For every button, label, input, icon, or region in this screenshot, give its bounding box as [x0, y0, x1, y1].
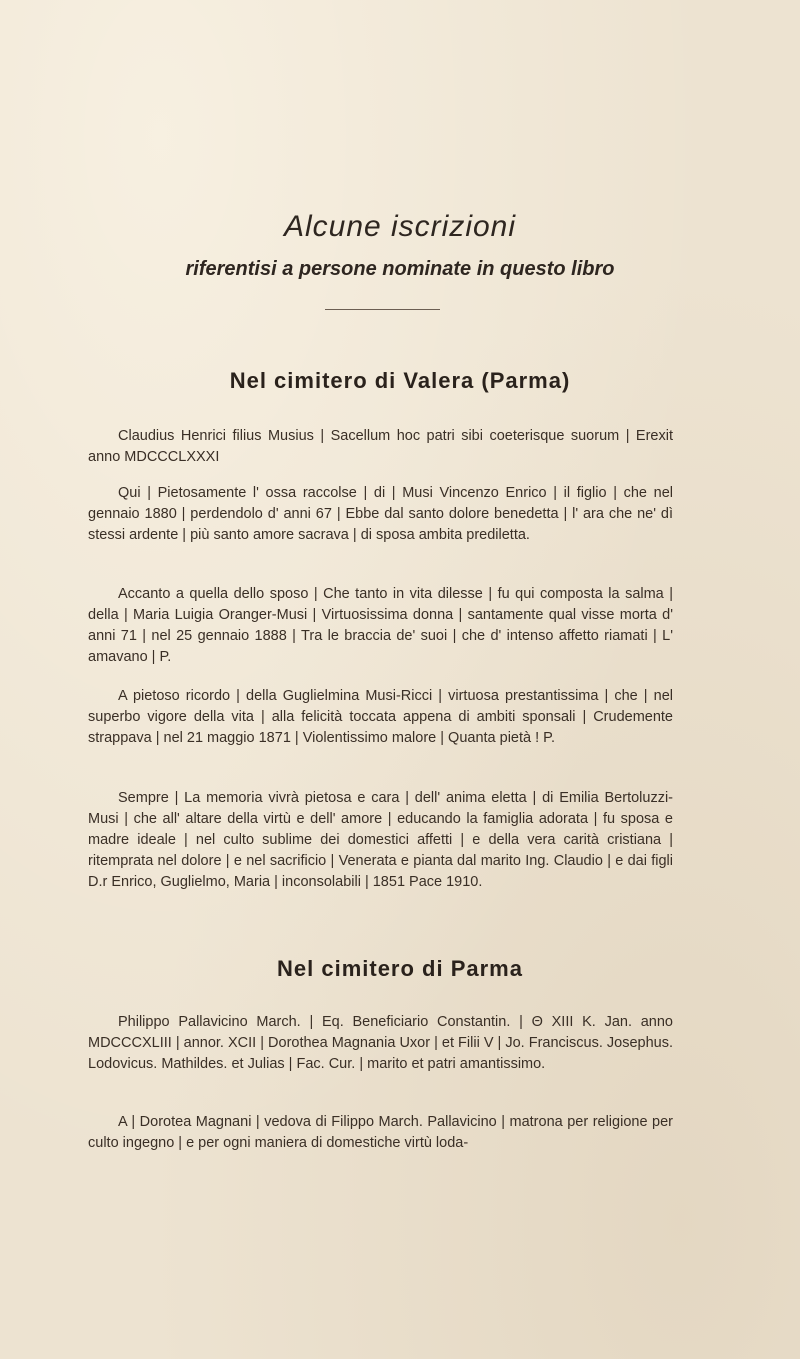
- inscription-paragraph: Accanto a quella dello sposo | Che tanto in vita dilesse | fu qui composta la salma | della | Maria Luigia Oranger-Musi | Virtuosissima donna | santamente qual visse morta d' anni 71 | nel 25 gennaio 1888 | Tra le braccia de' suoi | che d' intenso affetto riamati | L' amavano | P.: [88, 586, 673, 665]
- inscription-paragraph: Philippo Pallavicino March. | Eq. Beneficiario Constantin. | Θ XIII K. Jan. anno MDCCCXLIII | annor. XCII | Dorothea Magnania Uxor | et Filii V | Jo. Franciscus. Josephus. Lodovicus. Mathildes. et Julias | Fac. Cur. | marito et patri amantissimo.: [88, 1014, 673, 1072]
- inscription-paragraph: A | Dorotea Magnani | vedova di Filippo March. Pallavicino | matrona per religione per culto ingegno | e per ogni maniera di domestiche virtù loda-: [88, 1114, 673, 1151]
- inscription-paragraph: A pietoso ricordo | della Guglielmina Musi-Ricci | virtuosa prestantissima | che | nel superbo vigore della vita | alla felicità toccata appena di ambiti sponsali | Crudemente strappava | nel 21 maggio 1871 | Violentissimo malore | Quanta pietà ! P.: [88, 688, 673, 746]
- inscription-paragraph: Qui | Pietosamente l' ossa raccolse | di | Musi Vincenzo Enrico | il figlio | che nel gennaio 1880 | perdendolo d' anni 67 | Ebbe dal santo dolore benedetta | l' ara che ne' dì stessi ardente | più santo amore sacrava | di sposa ambita prediletta.: [88, 485, 673, 543]
- section-heading-parma: Nel cimitero di Parma: [277, 956, 523, 981]
- inscription-paragraph: Claudius Henrici filius Musius | Sacellum hoc patri sibi coeterisque suorum | Erexit anno MDCCCLXXXI: [88, 428, 673, 465]
- divider-rule: [325, 309, 440, 310]
- section-heading-valera: Nel cimitero di Valera (Parma): [229, 368, 571, 393]
- page-title: Alcune iscrizioni: [283, 210, 517, 243]
- page-subtitle: riferentisi a persone nominate in questo libro: [185, 258, 615, 280]
- inscription-paragraph: Sempre | La memoria vivrà pietosa e cara | dell' anima eletta | di Emilia Bertoluzzi-Musi | che all' altare della virtù e dell' amore | educando la famiglia adorata | fu sposa e madre ideale | nel culto sublime dei domestici affetti | e della vera carità cristiana | ritemprata nel dolore | e nel sacrificio | Venerata e pianta dal marito Ing. Claudio | e dai figli D.r Enrico, Guglielmo, Maria | inconsolabili | 1851 Pace 1910.: [88, 790, 673, 890]
